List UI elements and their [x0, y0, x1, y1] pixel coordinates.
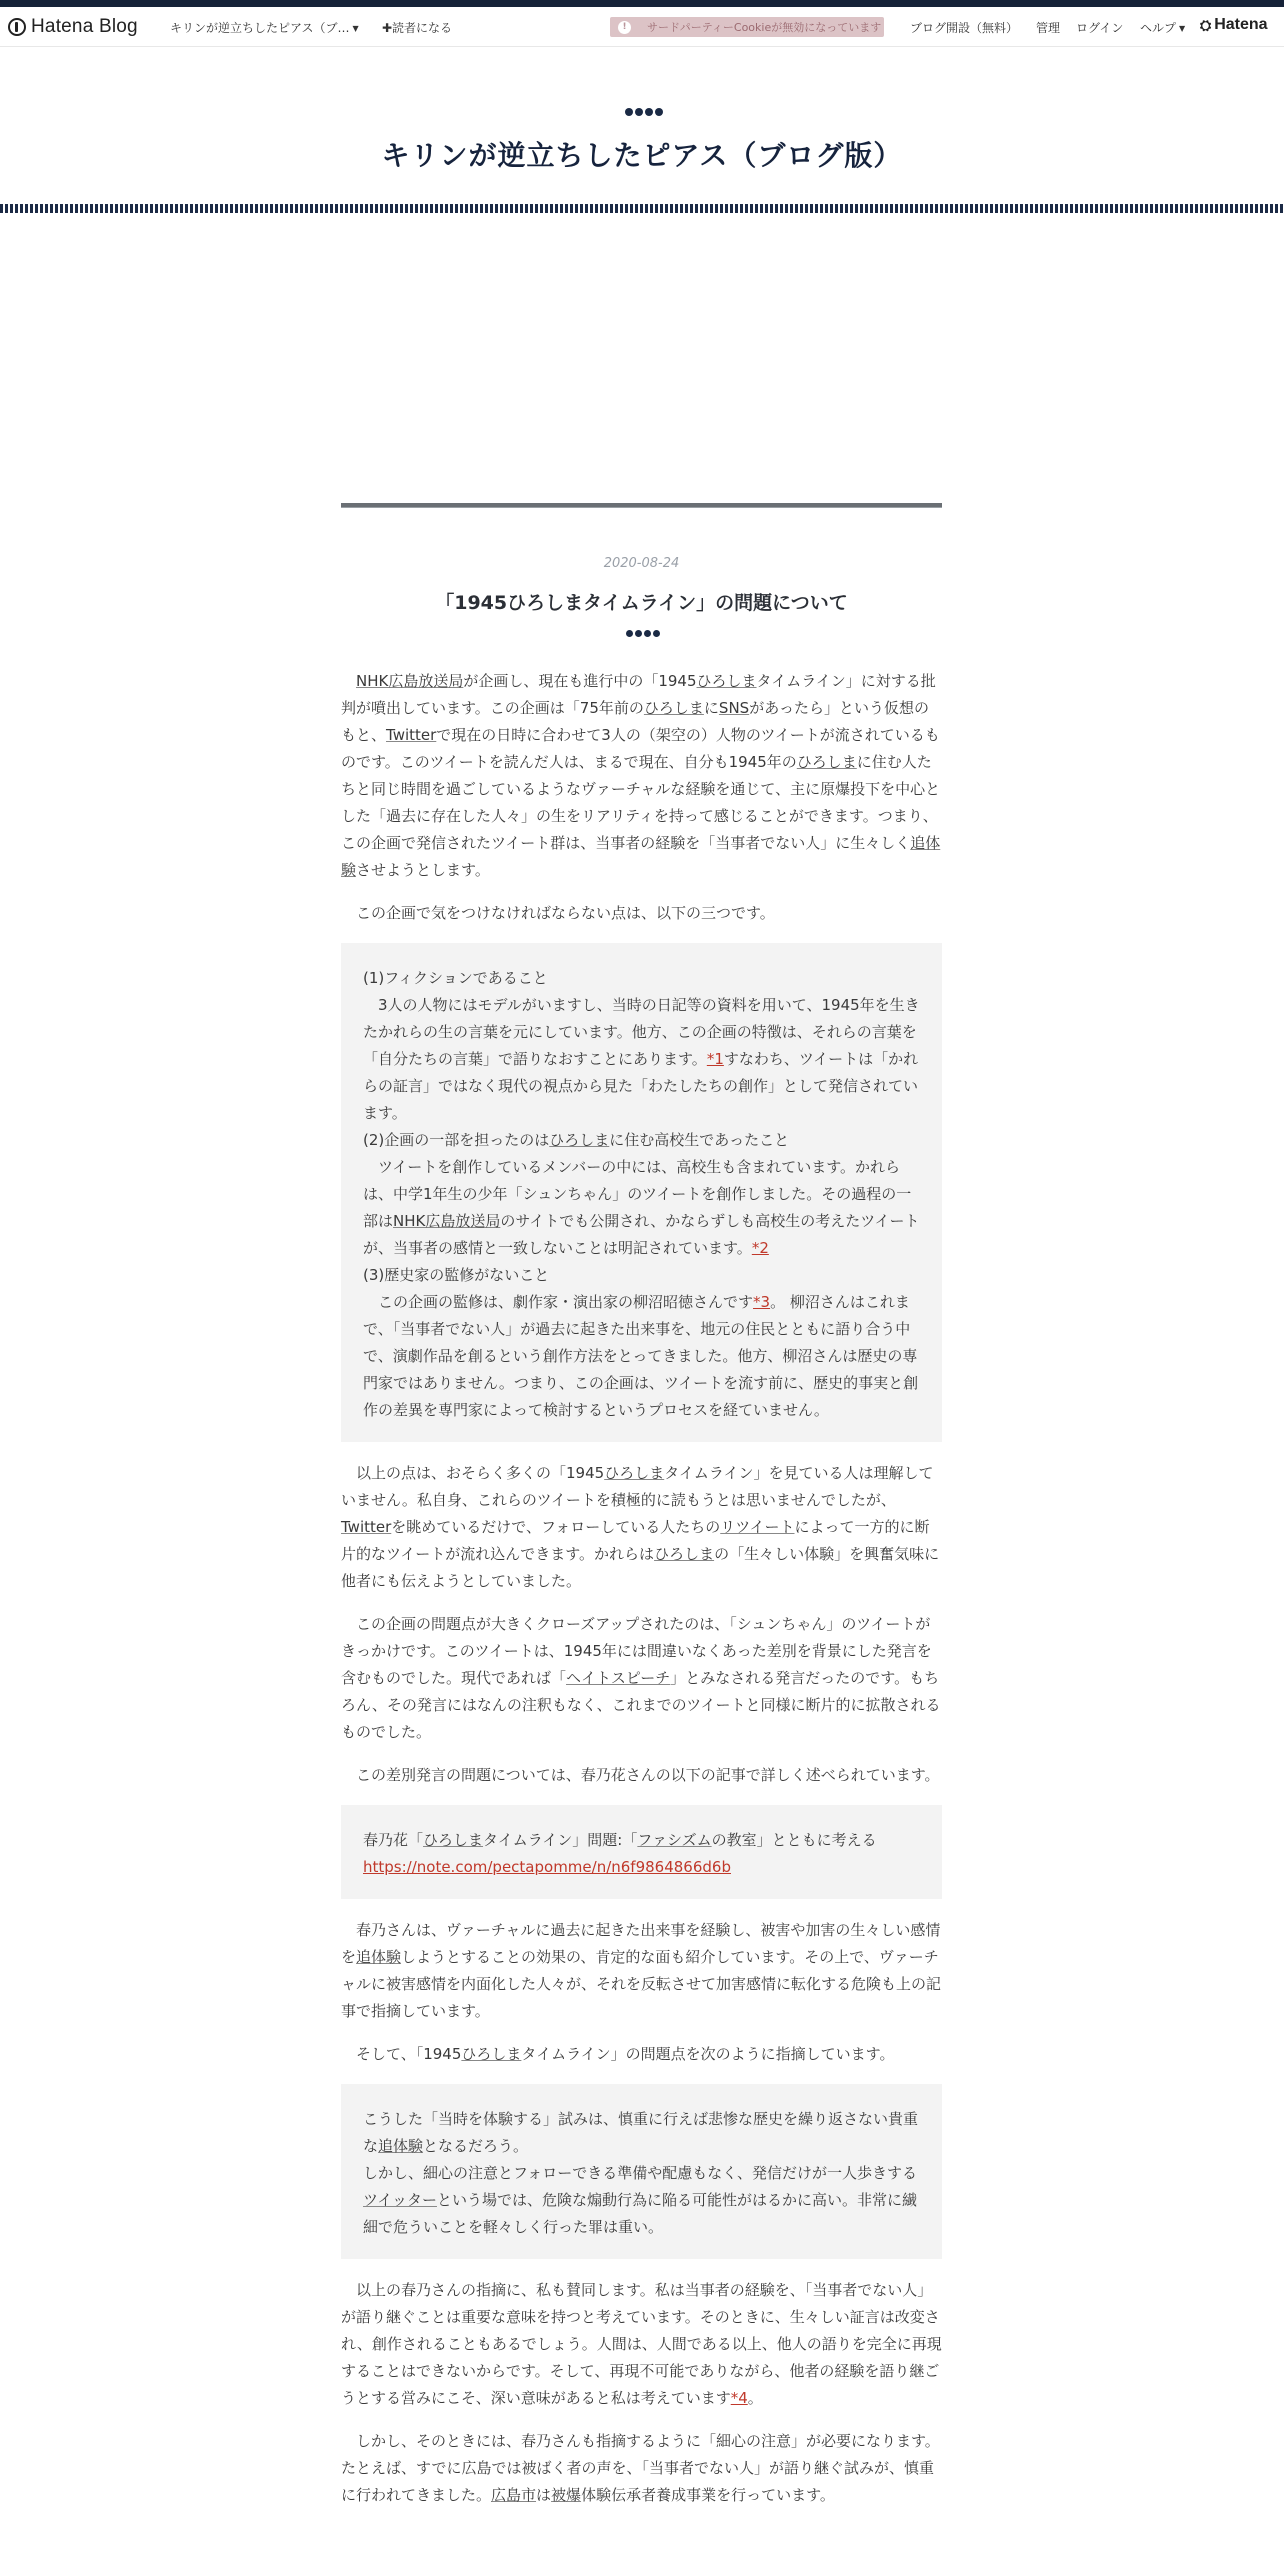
bq-text — [363, 2160, 920, 2241]
keyword-link[interactable]: ツイッター — [363, 2191, 437, 2209]
bq-text — [363, 992, 920, 1127]
info-icon: ! — [618, 21, 631, 34]
keyword-link[interactable]: 広島市 — [491, 2486, 537, 2504]
keyword-link[interactable]: Twitter — [386, 726, 437, 744]
external-url-link[interactable]: https://note.com/pectapomme/n/n6f9864866d6b — [363, 1858, 731, 1876]
text: は — [536, 2486, 552, 2504]
help-menu[interactable] — [1140, 19, 1185, 36]
blog-name-label: キリンが逆立ちしたピアス（ブ… — [170, 21, 350, 35]
paragraph — [341, 2277, 942, 2412]
blockquote — [341, 1805, 942, 1899]
text: 以上の春乃さんの指摘に、私も賛同します。私は当事者の経験を、「当事者でない人」が語り継ぐことは重要な意味を持つと考えています。そのときに、生々しい証言は改変され、創作されることもあるでしょう。人間は、人間である以上、他人の語りを完全に再現することはできないからです。そして、再現不可能でありながら、他者の経験を語り継ごうとする営みにこそ、深い意味があると私は考えています — [341, 2281, 942, 2407]
text: によって一方的に断片的なツイートが流れ込んできます。かれらは — [341, 1518, 930, 1563]
keyword-link[interactable]: ヘイトスピーチ — [566, 1669, 671, 1687]
content-top-rule — [341, 503, 942, 508]
paragraph — [341, 2041, 942, 2068]
paragraph — [341, 1917, 942, 2025]
blog-title[interactable]: キリンが逆立ちしたピアス（ブログ版） — [381, 139, 903, 172]
keyword-link[interactable]: NHK広島放送局 — [393, 1212, 501, 1230]
hatena-hat-icon: ⛭ — [1200, 16, 1212, 33]
text: の「生々しい体験」を興奮気味に他者にも伝えようとしていました。 — [341, 1545, 940, 1590]
text: しかし、細心の注意とフォローできる準備や配慮もなく、発信だけが一人歩きする — [363, 2164, 917, 2182]
text: タイムライン」を見ている人は理解していません。私自身、これらのツイートを積極的に読もうとは思いませんでしたが、 — [341, 1464, 934, 1509]
bq-text — [363, 1854, 920, 1881]
caret-down-icon: ▼ — [1179, 24, 1186, 33]
keyword-link[interactable]: NHK広島放送局 — [356, 672, 464, 690]
keyword-link[interactable]: リツイート — [720, 1518, 795, 1536]
bq-text — [363, 1289, 920, 1424]
text: 体験伝承者養成事業を行っています。 — [581, 2486, 835, 2504]
keyword-link[interactable]: Twitter — [341, 1518, 392, 1536]
keyword-link[interactable]: 被爆 — [551, 2486, 582, 2504]
text: こうした「当時を体験する」試みは、慎重に行えば悲惨な歴史を繰り返さない貴重な — [363, 2110, 919, 2155]
keyword-link[interactable]: ひろしま — [604, 1464, 665, 1482]
top-accent-line — [0, 0, 1284, 7]
keyword-link[interactable]: 追体験 — [341, 834, 941, 879]
text: のサイトでも公開され、かならずしも高校生の考えたツイートが、当事者の感情と一致しないことは明記されています。 — [363, 1212, 920, 1257]
text: に — [703, 699, 719, 717]
text: この企画の監修は、劇作家・演出家の柳沼昭徳さんです — [378, 1293, 754, 1311]
text: (2)企画の一部を担ったのは — [363, 1131, 550, 1149]
cookie-warning-badge[interactable] — [610, 17, 884, 37]
text: タイムライン」に対する批判が噴出しています。この企画は「75年前の — [341, 672, 936, 717]
manage-link[interactable]: 管理 — [1036, 21, 1061, 35]
keyword-link[interactable]: ひろしま — [461, 2045, 522, 2063]
text: タイムライン」の問題点を次のように指摘しています。 — [521, 2045, 895, 2063]
text: を眺めているだけで、フォローしている人たちの — [391, 1518, 721, 1536]
hatena-blog-logo[interactable] — [8, 15, 138, 39]
text: そして、「1945 — [356, 2045, 462, 2063]
blockquote — [341, 2084, 942, 2259]
keyword-link[interactable]: ひろしま — [796, 753, 857, 771]
keyword-link[interactable]: ひろしま — [423, 1831, 484, 1849]
text: しようとすることの効果の、肯定的な面も紹介しています。その上で、ヴァーチャルに被害感情を内面化した人々が、それを反転させて加害感情に転化する危険も上の記事で指摘しています。 — [341, 1948, 942, 2020]
entry-title[interactable]: 「1945ひろしまタイムライン」の問題について — [435, 592, 848, 614]
hatena-brand-text: Hatena — [1214, 16, 1268, 33]
text: 。 柳沼さんはこれまで、「当事者でない人」が過去に起きた出来事を、地元の住民とともに語り合う中で、演劇作品を創るという創作方法をとってきました。他方、柳沼さんは歴史の専門家ではありません。つまり、この企画は、ツイートを流す前に、歴史的事実と創作の差異を専門家によって検討するというプロセスを経ていません。 — [363, 1293, 919, 1419]
keyword-link[interactable]: 追体験 — [378, 2137, 424, 2155]
blog-name-menu[interactable] — [170, 19, 359, 36]
footnote-link[interactable]: *3 — [753, 1293, 771, 1311]
help-label: ヘルプ — [1140, 21, 1177, 35]
hatena-brand-link[interactable] — [1200, 16, 1268, 34]
hatena-navbar — [0, 7, 1284, 47]
keyword-link[interactable]: ひろしま — [643, 699, 704, 717]
bq-text — [363, 1827, 920, 1854]
text: で現在の日時に合わせて3人の（架空の）人物のツイートが流されているものです。このツイートを読んだ人は、まるで現在、自分も1945年の — [341, 726, 940, 771]
paragraph — [341, 668, 942, 884]
paragraph: この差別発言の問題については、春乃花さんの以下の記事で詳しく述べられています。 — [356, 1766, 940, 1784]
text: となるだろう。 — [423, 2137, 529, 2155]
keyword-link[interactable]: ひろしま — [654, 1545, 715, 1563]
text: 以上の点は、おそらく多くの「1945 — [356, 1464, 605, 1482]
paragraph — [341, 1611, 942, 1746]
text: この企画の問題点が大きくクローズアップされたのは、「シュンちゃん」のツイートがきっかけです。このツイートは、1945年には間違いなくあった差別を背景にした発言を含むものでした。現代であれば「 — [341, 1615, 932, 1687]
header-stripe-divider — [0, 204, 1284, 213]
footnote-link[interactable]: *1 — [706, 1050, 724, 1068]
text: すなわち、ツイートは「かれらの証言」ではなく現代の視点から見た「わたしたちの創作」として発信されています。 — [363, 1050, 919, 1122]
text: ツイートを創作しているメンバーの中には、高校生も含まれています。かれらは、中学1年生の少年「シュンちゃん」のツイートを創作しました。その過程の一部は — [363, 1158, 912, 1230]
text: 春乃花「 — [363, 1831, 424, 1849]
bq-heading — [363, 1127, 920, 1154]
text: が企画し、現在も進行中の「1945 — [463, 672, 697, 690]
entry-date[interactable]: 2020-08-24 — [603, 556, 680, 571]
subscribe-button[interactable]: ✚読者になる — [382, 21, 453, 35]
header-dots-decoration — [625, 108, 663, 116]
login-link[interactable]: ログイン — [1076, 21, 1124, 35]
keyword-link[interactable]: SNS — [718, 699, 750, 717]
keyword-link[interactable]: ひろしま — [696, 672, 757, 690]
text: に住む高校生であったこと — [609, 1131, 790, 1149]
text: 。 — [747, 2389, 763, 2407]
caret-down-icon: ▼ — [352, 24, 359, 33]
keyword-link[interactable]: ひろしま — [549, 1131, 610, 1149]
text: タイムライン」問題:「 — [483, 1831, 638, 1849]
logo-text: Hatena Blog — [31, 16, 138, 37]
keyword-link[interactable]: 追体験 — [356, 1948, 402, 1966]
bq-heading: (1)フィクションであること — [363, 969, 548, 987]
entry-dots-decoration — [626, 630, 660, 637]
bq-text — [363, 2106, 920, 2160]
text: 」とみなされる発言だったのです。もちろん、その発言にはなんの注釈もなく、これまでのツイートと同様に断片的に拡散されるものでした。 — [341, 1669, 941, 1741]
paragraph — [341, 2428, 942, 2509]
paragraph — [341, 1460, 942, 1595]
text: 3人の人物にはモデルがいますし、当時の日記等の資料を用いて、1945年を生きたかれらの生の言葉を元にしています。他方、この企画の特徴は、それらの言葉を「自分たちの言葉」で語りなおすことにあります。 — [363, 996, 920, 1068]
cookie-warning-text: サードパーティーCookieが無効になっています — [647, 21, 882, 34]
text: に住む人たちと同じ時間を過ごしているようなヴァーチャルな経験を通じて、主に原爆投下を中心とした「過去に存在した人々」の生をリアリティを持って感じることができます。つまり、この企画で発信されたツイート群は、当事者の経験を「当事者でない人」に生々しく — [341, 753, 941, 852]
text: という場では、危険な煽動行為に陥る可能性がはるかに高い。非常に繊細で危ういことを軽々しく行った罪は重い。 — [363, 2191, 917, 2236]
entry-body — [341, 668, 942, 2525]
text: があったら」という仮想のもと、 — [341, 699, 930, 744]
open-blog-link[interactable]: ブログ開設（無料） — [910, 21, 1019, 35]
footnote-link[interactable]: *2 — [751, 1239, 769, 1257]
paragraph: この企画で気をつけなければならない点は、以下の三つです。 — [356, 904, 775, 922]
keyword-link[interactable]: ファシズム — [637, 1831, 712, 1849]
hatena-logo-icon — [8, 18, 26, 36]
blockquote — [341, 943, 942, 1442]
text: の教室」とともに考える — [711, 1831, 877, 1849]
footnote-link[interactable]: *4 — [730, 2389, 748, 2407]
text: しかし、そのときには、春乃さんも指摘するように「細心の注意」が必要になります。たとえば、すでに広島では被ばく者の声を、「当事者でない人」が語り継ぐ試みが、慎重に行われてきました。 — [341, 2432, 940, 2504]
bq-text — [363, 1154, 920, 1262]
blog-header — [0, 48, 1284, 204]
text: 春乃さんは、ヴァーチャルに過去に起きた出来事を経験し、被害や加害の生々しい感情を — [341, 1921, 941, 1966]
text: させようとします。 — [356, 861, 490, 879]
bq-heading: (3)歴史家の監修がないこと — [363, 1266, 550, 1284]
